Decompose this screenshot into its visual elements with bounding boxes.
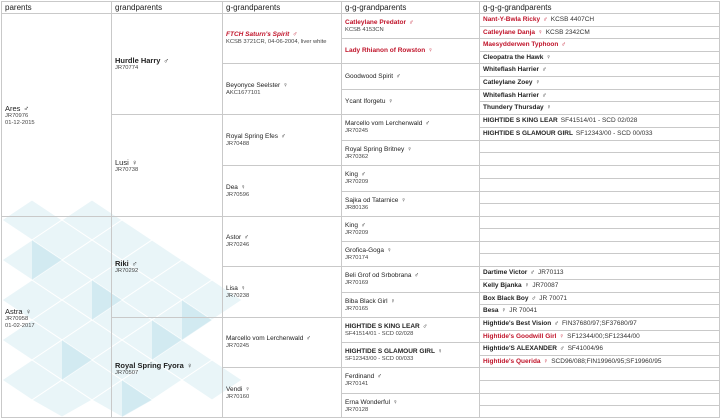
g-g-g-grandparent-name: Whiteflash Harrier ♂: [483, 66, 547, 73]
registration-number: SF12344/00;SF12344/00: [567, 332, 640, 340]
registration-number: SF12343/00 - SCD 00/033: [575, 130, 653, 137]
male-icon: ♂: [377, 373, 382, 380]
g-g-grandparent-name: Sajka od Tatarnice ♀: [345, 196, 407, 204]
male-icon: ♂: [425, 120, 430, 127]
registration-number: FIN37680/97;SF37680/97: [561, 320, 637, 327]
g-g-grandparent-cell[interactable]: [342, 115, 480, 141]
g-g-g-grandparent-cell[interactable]: [480, 77, 720, 90]
male-icon: ♂: [422, 322, 428, 330]
g-g-grandparent-name: Royal Spring Britney ♀: [345, 145, 412, 153]
female-icon: ♀: [245, 386, 250, 393]
grandparent-name: Royal Spring Fyora ♀: [115, 360, 193, 370]
g-g-g-grandparent-cell[interactable]: [480, 242, 720, 254]
g-g-grandparent-name: Erna Wonderful ♀: [345, 399, 398, 406]
g-g-g-grandparent-name: Catleylane Zoey ♀: [483, 79, 541, 86]
registration-number: JR70113: [538, 269, 564, 276]
registration-number: JR70596: [226, 191, 250, 198]
birth-date: 01-02-2017: [5, 322, 35, 329]
g-g-grandparent-cell[interactable]: [342, 166, 480, 192]
male-icon: ♂: [408, 18, 414, 26]
g-g-g-grandparent-name: Hightide's Querida ♀ SCD96/088;FIN19960/95;SF19960/95: [483, 357, 662, 365]
g-g-grandparent-name: HIGHTIDE S KING LEAR ♂: [345, 322, 428, 330]
g-g-grandparent-name: Goodwood Spirit ♂: [345, 72, 401, 80]
header-g-g-grandparents: g-g-grandparents: [342, 2, 480, 14]
female-icon: ♀: [401, 196, 407, 204]
registration-number: JR80136: [345, 204, 369, 211]
grandparent-cell[interactable]: [112, 115, 223, 217]
registration-number: JR 70071: [539, 294, 568, 302]
g-grandparent-name: Lisa ♀: [226, 284, 246, 292]
g-g-g-grandparent-cell[interactable]: [480, 64, 720, 77]
g-grandparent-name: Marcello vom Lerchenwald ♂: [226, 335, 311, 342]
g-g-g-grandparent-cell[interactable]: [480, 280, 720, 293]
male-icon: ♂: [131, 259, 138, 268]
g-g-grandparent-cell[interactable]: [342, 267, 480, 293]
male-icon: ♂: [360, 171, 366, 178]
g-g-g-grandparent-cell[interactable]: [480, 179, 720, 192]
g-g-g-grandparent-name: Besa ♀ JR 70041: [483, 307, 538, 314]
g-g-grandparent-cell[interactable]: [342, 343, 480, 368]
g-g-g-grandparent-cell[interactable]: [480, 128, 720, 141]
registration-number: JR70169: [345, 280, 369, 286]
female-icon: ♀: [131, 157, 138, 167]
g-g-g-grandparent-cell[interactable]: [480, 27, 720, 39]
grandparent-cell[interactable]: [112, 14, 223, 115]
g-g-g-grandparent-name: Hightide'S ALEXANDER ♂ SF41004/96: [483, 345, 603, 352]
registration-number: JR70958: [5, 315, 29, 322]
g-g-g-grandparent-cell[interactable]: [480, 102, 720, 115]
male-icon: ♂: [531, 294, 537, 302]
registration-number: KCSB 4153CN: [345, 26, 384, 33]
g-g-g-grandparent-name: Maesydderwen Typhoon ♂: [483, 41, 567, 48]
registration-number: KCSB 3721CR, 04-06-2004, liver white: [226, 39, 327, 45]
g-g-g-grandparent-cell[interactable]: [480, 153, 720, 166]
g-grandparent-name: Beyonyce Seelster ♀: [226, 81, 288, 89]
g-g-grandparent-cell[interactable]: [342, 39, 480, 64]
female-icon: ♀: [388, 98, 394, 105]
registration-number: JR 70041: [509, 307, 538, 314]
g-g-grandparent-name: Grofica-Goga ♀: [345, 246, 392, 254]
male-icon: ♂: [23, 103, 30, 113]
g-g-g-grandparent-cell[interactable]: [480, 192, 720, 204]
g-g-g-grandparent-name: Whiteflash Harrier ♂: [483, 91, 547, 99]
g-grandparent-name: Astor ♂: [226, 234, 249, 241]
g-g-grandparent-name: Ycant Iforgetu ♀: [345, 98, 394, 105]
g-g-g-grandparent-cell[interactable]: [480, 229, 720, 242]
g-g-g-grandparent-cell[interactable]: [480, 217, 720, 229]
registration-number: SF41514/01 - SCD 02/028: [345, 330, 414, 337]
female-icon: ♀: [25, 306, 32, 316]
registration-number: JR70245: [345, 128, 369, 134]
registration-number: JR70292: [115, 268, 139, 274]
registration-number: JR70246: [226, 242, 250, 248]
g-grandparent-cell[interactable]: [223, 115, 342, 166]
g-g-g-grandparent-cell[interactable]: [480, 166, 720, 179]
parent-name: Ares ♂: [5, 103, 30, 113]
registration-number: JR70245: [226, 343, 250, 349]
female-icon: ♀: [240, 183, 246, 191]
grandparent-cell[interactable]: [112, 217, 223, 318]
g-g-g-grandparent-cell[interactable]: [480, 14, 720, 27]
g-g-g-grandparent-name: Catleylane Danja ♀ KCSB 2342CM: [483, 28, 590, 36]
male-icon: ♂: [395, 72, 401, 80]
registration-number: AKC1677101: [226, 89, 261, 96]
g-g-g-grandparent-cell[interactable]: [480, 381, 720, 394]
birth-date: 01-12-2015: [5, 119, 35, 126]
registration-number: JR70165: [345, 305, 369, 312]
g-g-grandparent-name: Marcello vom Lerchenwald ♂: [345, 120, 430, 127]
parent-name: Astra ♀: [5, 306, 32, 316]
registration-number: JR70209: [345, 229, 369, 236]
registration-number: JR70087: [532, 282, 559, 289]
male-icon: ♂: [292, 31, 297, 38]
registration-number: JR70774: [115, 65, 139, 71]
parent-cell[interactable]: [2, 14, 112, 217]
header-g-g-g-grandparents: g-g-g-grandparents: [480, 2, 720, 14]
g-g-grandparent-cell[interactable]: [342, 90, 480, 115]
g-g-grandparent-cell[interactable]: [342, 14, 480, 39]
female-icon: ♀: [559, 332, 565, 340]
registration-number: JR70160: [226, 394, 250, 400]
g-grandparent-name: Vendi ♀: [226, 386, 250, 393]
parent-cell[interactable]: [2, 217, 112, 418]
g-g-g-grandparent-name: Box Black Boy ♂ JR 70071: [483, 294, 568, 302]
g-g-g-grandparent-name: Hightide's Goodwill Girl ♀ SF12344/00;SF12344/00: [483, 332, 640, 340]
g-g-grandparent-name: Biba Black Girl ♀: [345, 297, 396, 305]
female-icon: ♀: [390, 297, 396, 305]
male-icon: ♂: [414, 272, 420, 279]
g-g-g-grandparent-cell[interactable]: [480, 293, 720, 305]
g-grandparent-cell[interactable]: [223, 64, 342, 115]
g-grandparent-cell[interactable]: [223, 14, 342, 64]
female-icon: ♀: [283, 81, 288, 89]
registration-number: SCD96/088;FIN19960/95;SF19960/95: [551, 357, 662, 365]
female-icon: ♀: [407, 145, 412, 153]
g-g-grandparent-cell[interactable]: [342, 217, 480, 242]
female-icon: ♀: [546, 53, 552, 61]
g-g-grandparent-cell[interactable]: [342, 318, 480, 343]
male-icon: ♂: [243, 234, 249, 241]
g-g-g-grandparent-cell[interactable]: [480, 368, 720, 381]
g-grandparent-cell[interactable]: [223, 217, 342, 267]
g-g-g-grandparent-name: Hightide's Best Vision ♂ FIN37680/97;SF37680/97: [483, 320, 637, 327]
g-g-g-grandparent-cell[interactable]: [480, 406, 720, 418]
male-icon: ♂: [530, 269, 536, 276]
g-g-g-grandparent-cell[interactable]: [480, 318, 720, 331]
registration-number: JR70174: [345, 254, 369, 261]
registration-number: KCSB 4407CH: [550, 16, 595, 23]
male-icon: ♂: [163, 56, 170, 65]
registration-number: JR70209: [345, 179, 369, 185]
header-g-grandparents: g-grandparents: [223, 2, 342, 14]
g-g-grandparent-cell[interactable]: [342, 368, 480, 394]
g-g-g-grandparent-cell[interactable]: [480, 394, 720, 406]
g-g-grandparent-cell[interactable]: [342, 64, 480, 90]
g-grandparent-cell[interactable]: [223, 318, 342, 368]
g-g-g-grandparent-cell[interactable]: [480, 204, 720, 217]
male-icon: ♂: [542, 16, 548, 23]
g-grandparent-name: Dea ♀: [226, 183, 246, 191]
registration-number: JR70238: [226, 292, 250, 299]
g-g-grandparent-name: Catleylane Predator ♂: [345, 18, 414, 26]
g-g-g-grandparent-cell[interactable]: [480, 90, 720, 102]
g-g-g-grandparent-name: Thundery Thursday ♀: [483, 104, 552, 111]
g-grandparent-cell[interactable]: [223, 368, 342, 418]
grandparent-name: Hurdle Harry ♂: [115, 56, 170, 65]
g-g-g-grandparent-name: HIGHTIDE S GLAMOUR GIRL SF12343/00 - SCD 00/033: [483, 130, 653, 137]
g-grandparent-cell[interactable]: [223, 267, 342, 318]
g-g-g-grandparent-cell[interactable]: [480, 305, 720, 318]
male-icon: ♂: [360, 221, 366, 229]
g-g-g-grandparent-cell[interactable]: [480, 267, 720, 280]
g-g-g-grandparent-cell[interactable]: [480, 52, 720, 64]
female-icon: ♀: [501, 307, 507, 314]
g-g-g-grandparent-cell[interactable]: [480, 254, 720, 267]
male-icon: ♂: [280, 132, 286, 140]
registration-number: JR70976: [5, 112, 29, 119]
registration-number: KCSB 2342CM: [545, 28, 590, 36]
registration-number: JR70362: [345, 153, 369, 160]
male-icon: ♂: [559, 345, 565, 352]
female-icon: ♀: [386, 246, 392, 254]
registration-number: SF41514/01 - SCD 02/028: [560, 117, 638, 124]
female-icon: ♀: [546, 104, 552, 111]
registration-number: JR70141: [345, 381, 369, 387]
g-g-g-grandparent-cell[interactable]: [480, 39, 720, 52]
grandparent-name: Riki ♂: [115, 259, 138, 268]
g-g-grandparent-name: HIGHTIDE S GLAMOUR GIRL ♀: [345, 347, 443, 355]
female-icon: ♀: [535, 79, 541, 86]
g-g-g-grandparent-name: HIGHTIDE S KING LEAR SF41514/01 - SCD 02/028: [483, 117, 638, 124]
g-g-grandparent-cell[interactable]: [342, 394, 480, 418]
pedigree-table: [1, 1, 720, 418]
registration-number: JR70128: [345, 407, 369, 413]
header-grandparents: grandparents: [112, 2, 223, 14]
g-grandparent-name: FTCH Saturn's Spirit ♂: [226, 31, 297, 38]
female-icon: ♀: [392, 399, 398, 406]
g-g-g-grandparent-cell[interactable]: [480, 141, 720, 153]
registration-number: JR70738: [115, 166, 139, 173]
female-icon: ♀: [186, 360, 193, 370]
g-g-grandparent-name: Lady Rhianon of Rowston ♀: [345, 47, 433, 54]
g-g-g-grandparent-name: Kelly Bjanka ♀ JR70087: [483, 282, 559, 289]
g-g-grandparent-cell[interactable]: [342, 192, 480, 217]
g-g-g-grandparent-name: Dartime Victor ♂ JR70113: [483, 269, 564, 276]
g-g-grandparent-cell[interactable]: [342, 242, 480, 267]
male-icon: ♂: [541, 66, 547, 73]
g-g-g-grandparent-cell[interactable]: [480, 115, 720, 128]
female-icon: ♀: [537, 28, 543, 36]
female-icon: ♀: [240, 284, 246, 292]
g-g-g-grandparent-name: Nant-Y-Bwla Ricky ♂ KCSB 4407CH: [483, 16, 595, 23]
g-g-grandparent-name: Beli Grof od Srbobrana ♂: [345, 272, 420, 279]
g-grandparent-cell[interactable]: [223, 166, 342, 217]
male-icon: ♂: [541, 91, 547, 99]
g-g-g-grandparent-name: Cleopatra the Hawk ♀: [483, 53, 552, 61]
registration-number: JR70488: [226, 140, 250, 147]
female-icon: ♀: [437, 347, 443, 355]
g-g-g-grandparent-cell[interactable]: [480, 356, 720, 368]
g-g-grandparent-name: King ♂: [345, 221, 366, 229]
g-g-grandparent-name: Ferdinand ♂: [345, 373, 382, 380]
g-g-g-grandparent-cell[interactable]: [480, 331, 720, 343]
g-g-grandparent-cell[interactable]: [342, 293, 480, 318]
male-icon: ♂: [554, 320, 559, 327]
registration-number: JR70507: [115, 369, 139, 376]
female-icon: ♀: [543, 357, 549, 365]
g-g-g-grandparent-cell[interactable]: [480, 343, 720, 356]
g-g-grandparent-cell[interactable]: [342, 141, 480, 166]
grandparent-name: Lusi ♀: [115, 157, 138, 167]
female-icon: ♀: [427, 47, 433, 54]
registration-number: SF12343/00 - SCD 00/033: [345, 355, 414, 362]
g-g-grandparent-name: King ♂: [345, 171, 366, 178]
registration-number: SF41004/96: [567, 345, 603, 352]
header-parents: parents: [2, 2, 112, 14]
g-grandparent-name: Royal Spring Efes ♂: [226, 132, 286, 140]
female-icon: ♀: [524, 282, 530, 289]
grandparent-cell[interactable]: [112, 318, 223, 418]
male-icon: ♂: [306, 335, 311, 342]
male-icon: ♂: [561, 41, 567, 48]
